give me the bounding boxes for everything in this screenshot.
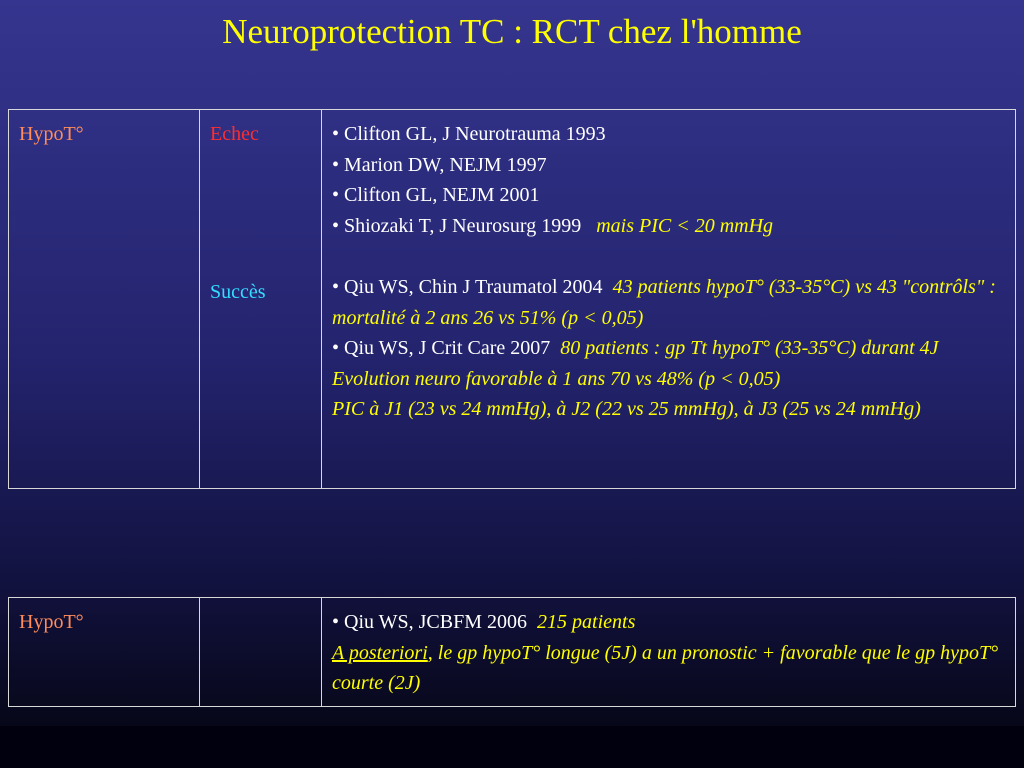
reference-text: • Shiozaki T, J Neurosurg 1999: [332, 214, 582, 237]
reference-note-line: Evolution neuro favorable à 1 ans 70 vs 48% (p < 0,05): [332, 367, 781, 390]
table-row: [9, 598, 1016, 707]
conclusion-rest: , le gp hypoT° longue (5J) a un pronostic + favorable que le gp hypoT° courte (2J): [332, 641, 999, 695]
reference-note: 80 patients : gp Tt hypoT° (33-35°C) durant 4J: [560, 337, 939, 360]
conclusion-underlined: A posteriori: [332, 641, 428, 664]
hypothermia-table-2: [8, 597, 1016, 707]
reference-item: [332, 333, 1006, 364]
table-row: [9, 110, 1016, 489]
reference-text: • Qiu WS, J Crit Care 2007: [332, 337, 551, 360]
topic-cell: [9, 598, 200, 707]
topic-cell: [9, 110, 200, 489]
reference-item: [332, 211, 1006, 242]
reference-note-line: PIC à J1 (23 vs 24 mmHg), à J2 (22 vs 25 mmHg), à J3 (25 vs 24 mmHg): [332, 398, 921, 421]
reference-item: • Clifton GL, NEJM 2001: [332, 184, 540, 207]
topic-label: HypoT°: [19, 123, 84, 145]
reference-text: • Qiu WS, Chin J Traumatol 2004: [332, 275, 603, 298]
reference-note: mais PIC < 20 mmHg: [596, 214, 774, 237]
conclusion-text: [332, 638, 1006, 699]
reference-item: • Marion DW, NEJM 1997: [332, 153, 547, 176]
reference-text: • Qiu WS, JCBFM 2006: [332, 611, 528, 633]
topic-label: HypoT°: [19, 611, 84, 633]
reference-item: [332, 272, 1006, 333]
references-cell: [322, 598, 1016, 707]
outcome-cell: [200, 110, 322, 489]
reference-note: 43 patients hypoT° (33-35°C) vs 43 "contrôls" : mortalité à 2 ans 26 vs 51% (p < 0,05): [332, 275, 996, 329]
references-cell: [322, 110, 1016, 489]
footer-band: [0, 726, 1024, 768]
outcome-fail-label: Echec: [210, 123, 259, 145]
outcome-spacer: [210, 150, 312, 277]
reference-note: 215 patients: [537, 611, 636, 633]
outcome-success-label: Succès: [210, 280, 266, 303]
slide-title: Neuroprotection TC : RCT chez l'homme: [222, 12, 802, 51]
hypothermia-table-1: [8, 109, 1016, 489]
reference-item: [332, 607, 1006, 638]
paragraph-spacer: [332, 241, 1006, 272]
reference-item: • Clifton GL, J Neurotrauma 1993: [332, 123, 606, 145]
outcome-cell: [200, 598, 322, 707]
